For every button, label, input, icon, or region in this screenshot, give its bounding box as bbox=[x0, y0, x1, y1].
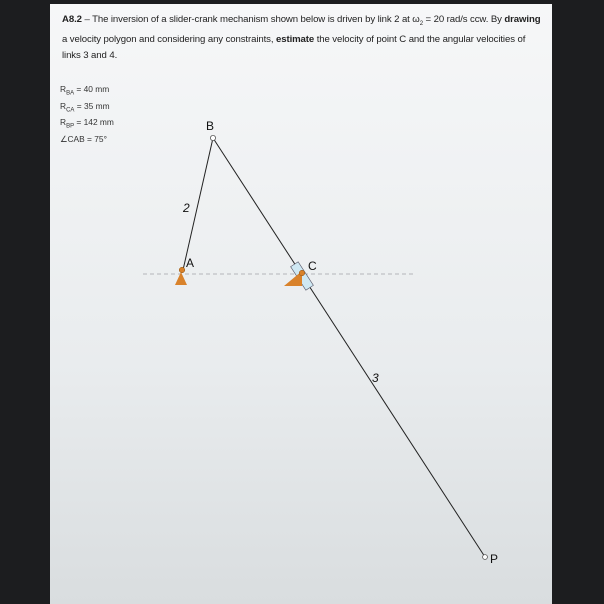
label-link-2: 2 bbox=[183, 201, 190, 215]
point-p bbox=[483, 555, 488, 560]
label-c: C bbox=[308, 259, 317, 273]
given-rba: $R_{BA} = 40$ mm bbox=[60, 84, 110, 97]
pivot-a bbox=[179, 267, 185, 273]
label-link-3: 3 bbox=[372, 371, 379, 385]
pivot-c bbox=[299, 270, 305, 276]
problem-id: A8.2 bbox=[62, 14, 82, 25]
given-rca: $R_{CA} = 35$ mm bbox=[60, 100, 110, 114]
problem-statement: A8.2 – The inversion of a slider-crank mechanism shown below is driven by link 2 at $\omega_2 = 20$ rad/s ccw. By drawing a velocity polygon and considering any constraints, estimate the velocity of point C and the angular velocities of links 3 and 4. bbox=[62, 14, 541, 61]
link-3 bbox=[213, 138, 485, 557]
label-a: A bbox=[186, 256, 195, 270]
label-p: P bbox=[490, 552, 499, 566]
label-b: B bbox=[206, 119, 215, 133]
given-rbp: $R_{BP} = 142$ mm bbox=[60, 117, 114, 131]
given-angle-cab: ∠CAB = 75° bbox=[60, 134, 107, 145]
pin-b bbox=[210, 135, 215, 140]
